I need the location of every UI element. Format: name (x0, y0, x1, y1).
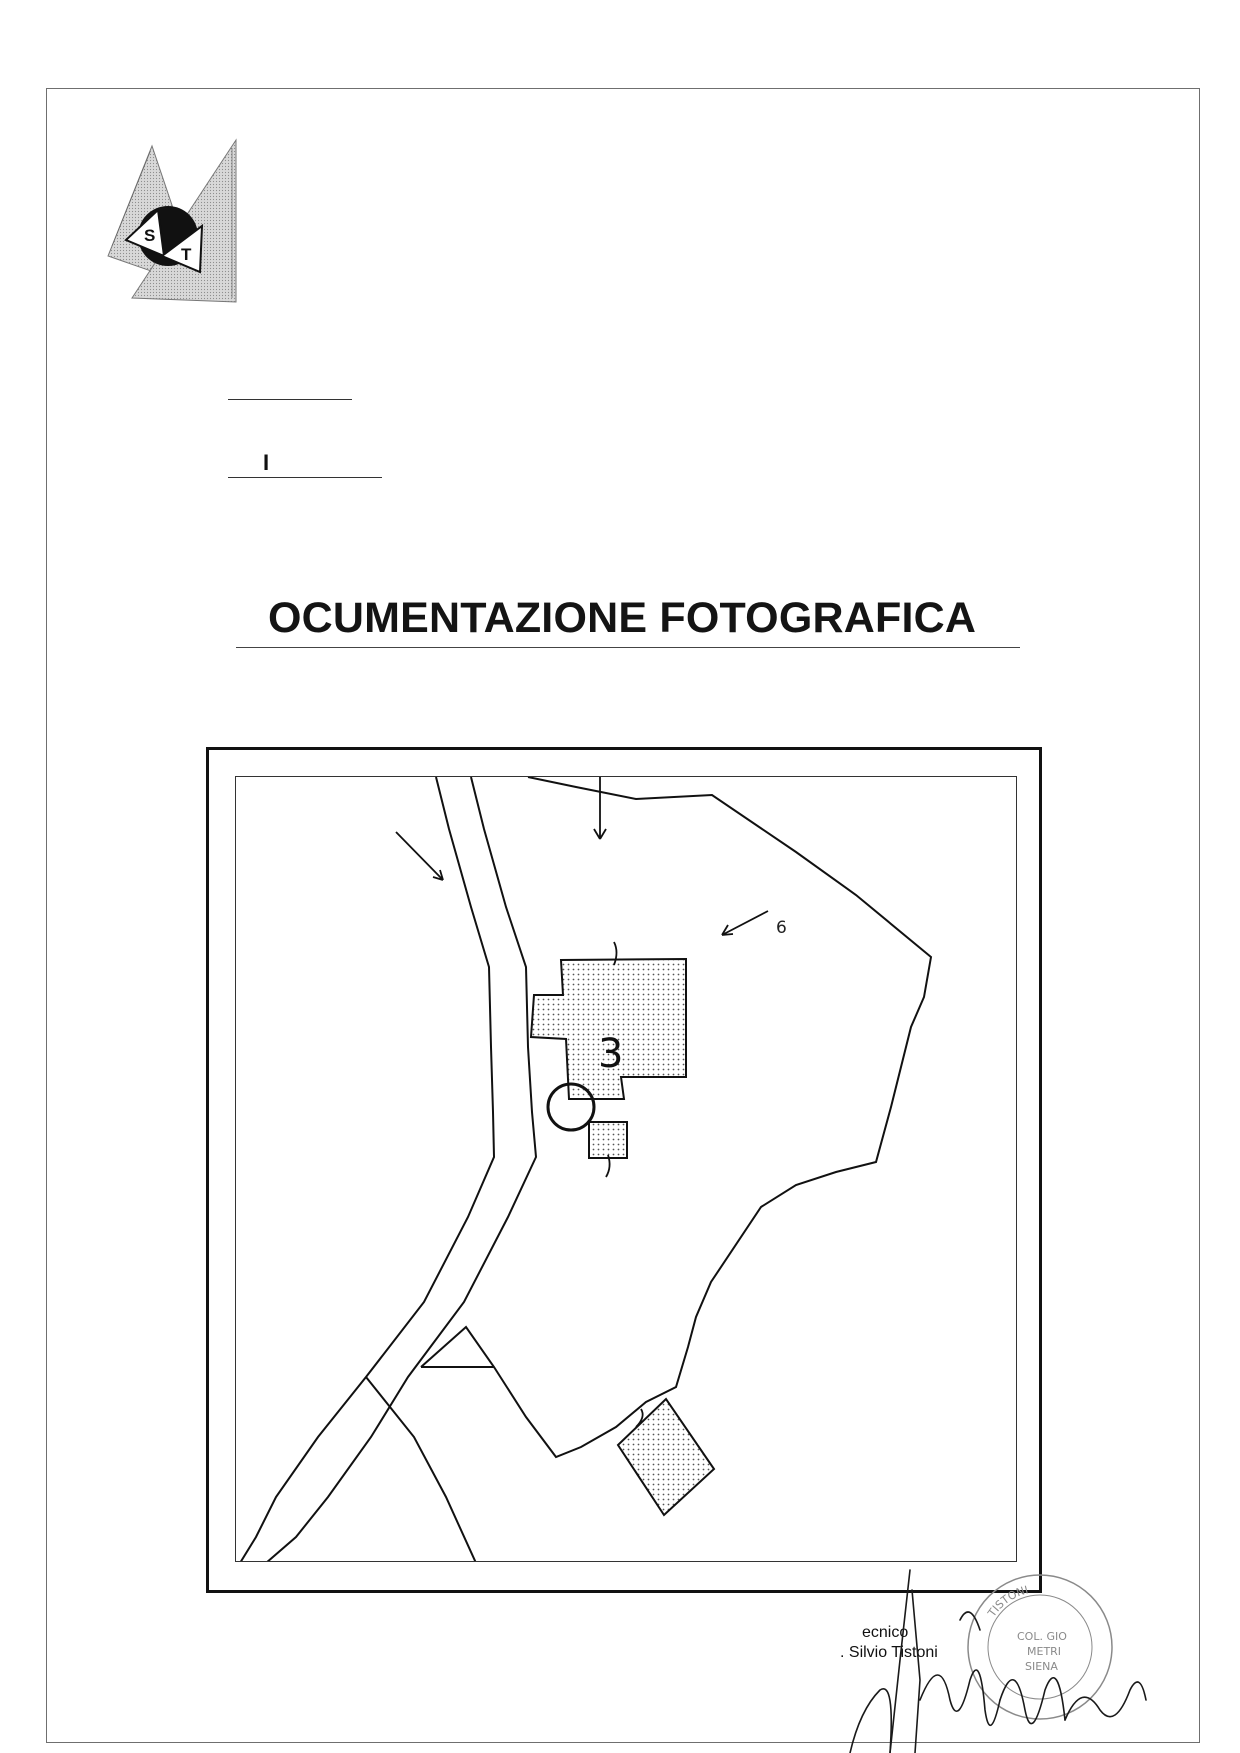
photo-arrow-6 (722, 911, 768, 935)
stamp-line-2: METRI (1027, 1645, 1062, 1658)
signature-name: . Silvio Tistoni (840, 1644, 938, 1661)
logo-letter-t: T (181, 245, 192, 264)
stamp-ring-text: TISTONI (985, 1583, 1030, 1620)
photo-arrow-1 (396, 832, 443, 880)
signature-role: ecnico (862, 1624, 909, 1641)
title-underline (236, 647, 1020, 648)
building-lower (618, 1399, 714, 1515)
logo-letter-s: S (144, 226, 156, 245)
header-mark: I (263, 450, 270, 475)
cadastral-map (235, 776, 1017, 1562)
stamp-line-3: SIENA (1025, 1660, 1058, 1673)
stamp-line-1: COL. GIO (1017, 1630, 1067, 1643)
document-title: OCUMENTAZIONE FOTOGRAFICA (268, 594, 977, 642)
header-rule-1 (228, 399, 352, 400)
studio-logo (104, 138, 240, 304)
arrow-label-6: 6 (776, 918, 787, 938)
lot-line-2 (366, 1377, 476, 1562)
building-number-label: 3 (598, 1031, 624, 1077)
photo-arrow-2 (594, 777, 606, 839)
header-rule-2 (228, 477, 382, 478)
handwritten-signature (820, 1560, 1150, 1753)
building-annex (589, 1122, 627, 1158)
road-edge-right (266, 777, 536, 1562)
building-main (531, 959, 686, 1099)
